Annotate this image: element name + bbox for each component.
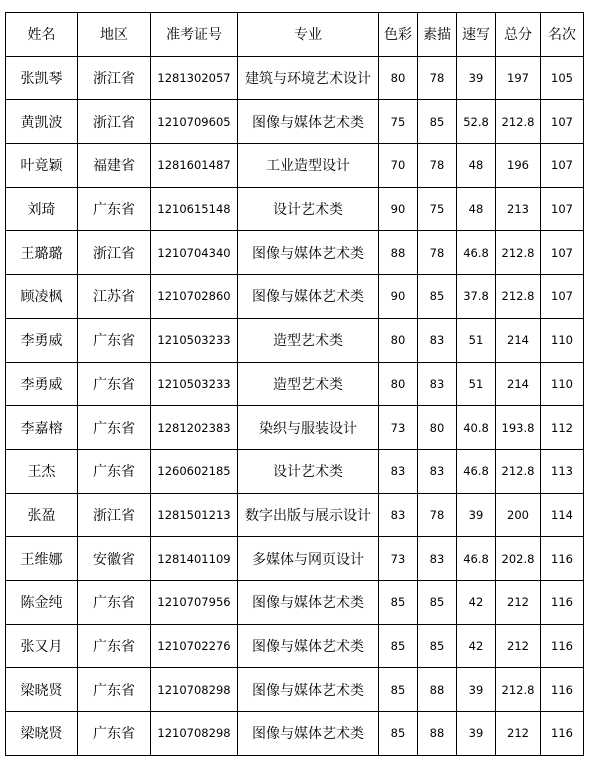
cell-sketch-score: 78 (418, 56, 457, 100)
cell-exam-id: 1281401109 (151, 537, 238, 581)
header-row (6, 13, 584, 57)
cell-sketch-score: 85 (418, 100, 457, 144)
table-row (6, 144, 584, 188)
cell-color-score: 85 (379, 624, 418, 668)
cell-rank: 116 (541, 537, 584, 581)
cell-region: 安徽省 (78, 537, 151, 581)
cell-exam-id: 1210707956 (151, 580, 238, 624)
header-major: 专业 (238, 13, 379, 57)
table-row (6, 537, 584, 581)
cell-sketch-score: 78 (418, 231, 457, 275)
table-row (6, 362, 584, 406)
cell-exam-id: 1281202383 (151, 406, 238, 450)
cell-color-score: 83 (379, 493, 418, 537)
cell-region: 广东省 (78, 406, 151, 450)
cell-total-score: 212 (496, 712, 541, 756)
cell-major: 图像与媒体艺术类 (238, 712, 379, 756)
cell-major: 设计艺术类 (238, 449, 379, 493)
cell-rank: 107 (541, 187, 584, 231)
cell-color-score: 80 (379, 56, 418, 100)
cell-total-score: 212.8 (496, 100, 541, 144)
cell-sketch-score: 78 (418, 144, 457, 188)
cell-sketch-score: 83 (418, 537, 457, 581)
cell-total-score: 214 (496, 362, 541, 406)
cell-quick-sketch-score: 46.8 (457, 449, 496, 493)
cell-major: 染织与服装设计 (238, 406, 379, 450)
cell-exam-id: 1281601487 (151, 144, 238, 188)
cell-sketch-score: 80 (418, 406, 457, 450)
cell-major: 造型艺术类 (238, 362, 379, 406)
cell-sketch-score: 75 (418, 187, 457, 231)
cell-rank: 107 (541, 275, 584, 319)
cell-quick-sketch-score: 51 (457, 318, 496, 362)
table-row (6, 318, 584, 362)
cell-name: 张凯琴 (6, 56, 78, 100)
cell-color-score: 90 (379, 187, 418, 231)
cell-rank: 107 (541, 144, 584, 188)
cell-total-score: 197 (496, 56, 541, 100)
cell-major: 图像与媒体艺术类 (238, 275, 379, 319)
table-row (6, 449, 584, 493)
header-exam-id: 准考证号 (151, 13, 238, 57)
cell-total-score: 212 (496, 624, 541, 668)
cell-name: 王杰 (6, 449, 78, 493)
table-row (6, 712, 584, 756)
cell-major: 设计艺术类 (238, 187, 379, 231)
cell-quick-sketch-score: 46.8 (457, 537, 496, 581)
cell-name: 梁晓贤 (6, 668, 78, 712)
cell-region: 浙江省 (78, 100, 151, 144)
header-total-score: 总分 (496, 13, 541, 57)
cell-exam-id: 1210708298 (151, 712, 238, 756)
cell-region: 福建省 (78, 144, 151, 188)
cell-rank: 107 (541, 100, 584, 144)
cell-major: 图像与媒体艺术类 (238, 100, 379, 144)
cell-sketch-score: 83 (418, 318, 457, 362)
cell-name: 陈金纯 (6, 580, 78, 624)
cell-total-score: 200 (496, 493, 541, 537)
cell-rank: 114 (541, 493, 584, 537)
cell-name: 李嘉榕 (6, 406, 78, 450)
table-row (6, 100, 584, 144)
cell-sketch-score: 78 (418, 493, 457, 537)
cell-rank: 116 (541, 712, 584, 756)
cell-major: 造型艺术类 (238, 318, 379, 362)
cell-total-score: 212.8 (496, 275, 541, 319)
cell-exam-id: 1281302057 (151, 56, 238, 100)
cell-name: 顾凌枫 (6, 275, 78, 319)
cell-major: 图像与媒体艺术类 (238, 231, 379, 275)
cell-color-score: 90 (379, 275, 418, 319)
table-row (6, 668, 584, 712)
cell-quick-sketch-score: 51 (457, 362, 496, 406)
cell-region: 广东省 (78, 362, 151, 406)
cell-major: 数字出版与展示设计 (238, 493, 379, 537)
cell-name: 张盈 (6, 493, 78, 537)
cell-region: 广东省 (78, 449, 151, 493)
cell-quick-sketch-score: 48 (457, 187, 496, 231)
cell-name: 刘琦 (6, 187, 78, 231)
cell-quick-sketch-score: 52.8 (457, 100, 496, 144)
cell-quick-sketch-score: 39 (457, 56, 496, 100)
cell-sketch-score: 83 (418, 362, 457, 406)
cell-quick-sketch-score: 39 (457, 668, 496, 712)
cell-color-score: 75 (379, 100, 418, 144)
cell-quick-sketch-score: 39 (457, 493, 496, 537)
cell-exam-id: 1210615148 (151, 187, 238, 231)
cell-rank: 116 (541, 624, 584, 668)
table-row (6, 275, 584, 319)
cell-exam-id: 1210704340 (151, 231, 238, 275)
cell-name: 王璐璐 (6, 231, 78, 275)
cell-rank: 112 (541, 406, 584, 450)
cell-sketch-score: 83 (418, 449, 457, 493)
cell-total-score: 212.8 (496, 668, 541, 712)
cell-name: 梁晓贤 (6, 712, 78, 756)
cell-name: 张又月 (6, 624, 78, 668)
cell-exam-id: 1260602185 (151, 449, 238, 493)
cell-total-score: 202.8 (496, 537, 541, 581)
table-row (6, 56, 584, 100)
cell-major: 图像与媒体艺术类 (238, 580, 379, 624)
cell-rank: 116 (541, 668, 584, 712)
cell-color-score: 85 (379, 668, 418, 712)
cell-exam-id: 1210503233 (151, 318, 238, 362)
score-table (5, 12, 584, 756)
cell-region: 广东省 (78, 624, 151, 668)
cell-region: 江苏省 (78, 275, 151, 319)
cell-total-score: 212.8 (496, 231, 541, 275)
cell-major: 图像与媒体艺术类 (238, 668, 379, 712)
cell-total-score: 196 (496, 144, 541, 188)
cell-color-score: 73 (379, 406, 418, 450)
cell-sketch-score: 85 (418, 580, 457, 624)
cell-color-score: 85 (379, 712, 418, 756)
cell-rank: 113 (541, 449, 584, 493)
header-color-score: 色彩 (379, 13, 418, 57)
cell-name: 李勇威 (6, 318, 78, 362)
cell-region: 浙江省 (78, 56, 151, 100)
cell-region: 广东省 (78, 580, 151, 624)
cell-quick-sketch-score: 40.8 (457, 406, 496, 450)
cell-region: 广东省 (78, 668, 151, 712)
cell-color-score: 70 (379, 144, 418, 188)
cell-color-score: 88 (379, 231, 418, 275)
cell-rank: 110 (541, 362, 584, 406)
cell-major: 多媒体与网页设计 (238, 537, 379, 581)
cell-color-score: 80 (379, 362, 418, 406)
score-table-container (5, 12, 584, 756)
cell-exam-id: 1210709605 (151, 100, 238, 144)
table-body (6, 56, 584, 755)
cell-color-score: 83 (379, 449, 418, 493)
cell-name: 叶竟颖 (6, 144, 78, 188)
table-row (6, 624, 584, 668)
header-name: 姓名 (6, 13, 78, 57)
cell-sketch-score: 88 (418, 668, 457, 712)
cell-total-score: 214 (496, 318, 541, 362)
cell-quick-sketch-score: 48 (457, 144, 496, 188)
header-sketch-score: 素描 (418, 13, 457, 57)
cell-exam-id: 1210708298 (151, 668, 238, 712)
cell-region: 广东省 (78, 187, 151, 231)
cell-major: 建筑与环境艺术设计 (238, 56, 379, 100)
cell-exam-id: 1210702860 (151, 275, 238, 319)
cell-quick-sketch-score: 42 (457, 624, 496, 668)
cell-total-score: 212.8 (496, 449, 541, 493)
cell-quick-sketch-score: 37.8 (457, 275, 496, 319)
cell-rank: 116 (541, 580, 584, 624)
cell-name: 王维娜 (6, 537, 78, 581)
cell-total-score: 213 (496, 187, 541, 231)
header-rank: 名次 (541, 13, 584, 57)
cell-color-score: 73 (379, 537, 418, 581)
cell-sketch-score: 85 (418, 624, 457, 668)
cell-total-score: 212 (496, 580, 541, 624)
table-row (6, 580, 584, 624)
cell-quick-sketch-score: 39 (457, 712, 496, 756)
cell-sketch-score: 88 (418, 712, 457, 756)
cell-name: 李勇威 (6, 362, 78, 406)
cell-region: 广东省 (78, 318, 151, 362)
table-row (6, 493, 584, 537)
cell-sketch-score: 85 (418, 275, 457, 319)
cell-rank: 107 (541, 231, 584, 275)
cell-region: 浙江省 (78, 231, 151, 275)
table-row (6, 406, 584, 450)
cell-region: 广东省 (78, 712, 151, 756)
cell-color-score: 80 (379, 318, 418, 362)
header-region: 地区 (78, 13, 151, 57)
cell-major: 工业造型设计 (238, 144, 379, 188)
cell-total-score: 193.8 (496, 406, 541, 450)
cell-quick-sketch-score: 46.8 (457, 231, 496, 275)
cell-quick-sketch-score: 42 (457, 580, 496, 624)
table-row (6, 187, 584, 231)
cell-exam-id: 1210702276 (151, 624, 238, 668)
cell-major: 图像与媒体艺术类 (238, 624, 379, 668)
cell-exam-id: 1210503233 (151, 362, 238, 406)
cell-exam-id: 1281501213 (151, 493, 238, 537)
table-row (6, 231, 584, 275)
cell-rank: 105 (541, 56, 584, 100)
cell-color-score: 85 (379, 580, 418, 624)
cell-region: 浙江省 (78, 493, 151, 537)
cell-name: 黄凯波 (6, 100, 78, 144)
cell-rank: 110 (541, 318, 584, 362)
header-quick-sketch-score: 速写 (457, 13, 496, 57)
